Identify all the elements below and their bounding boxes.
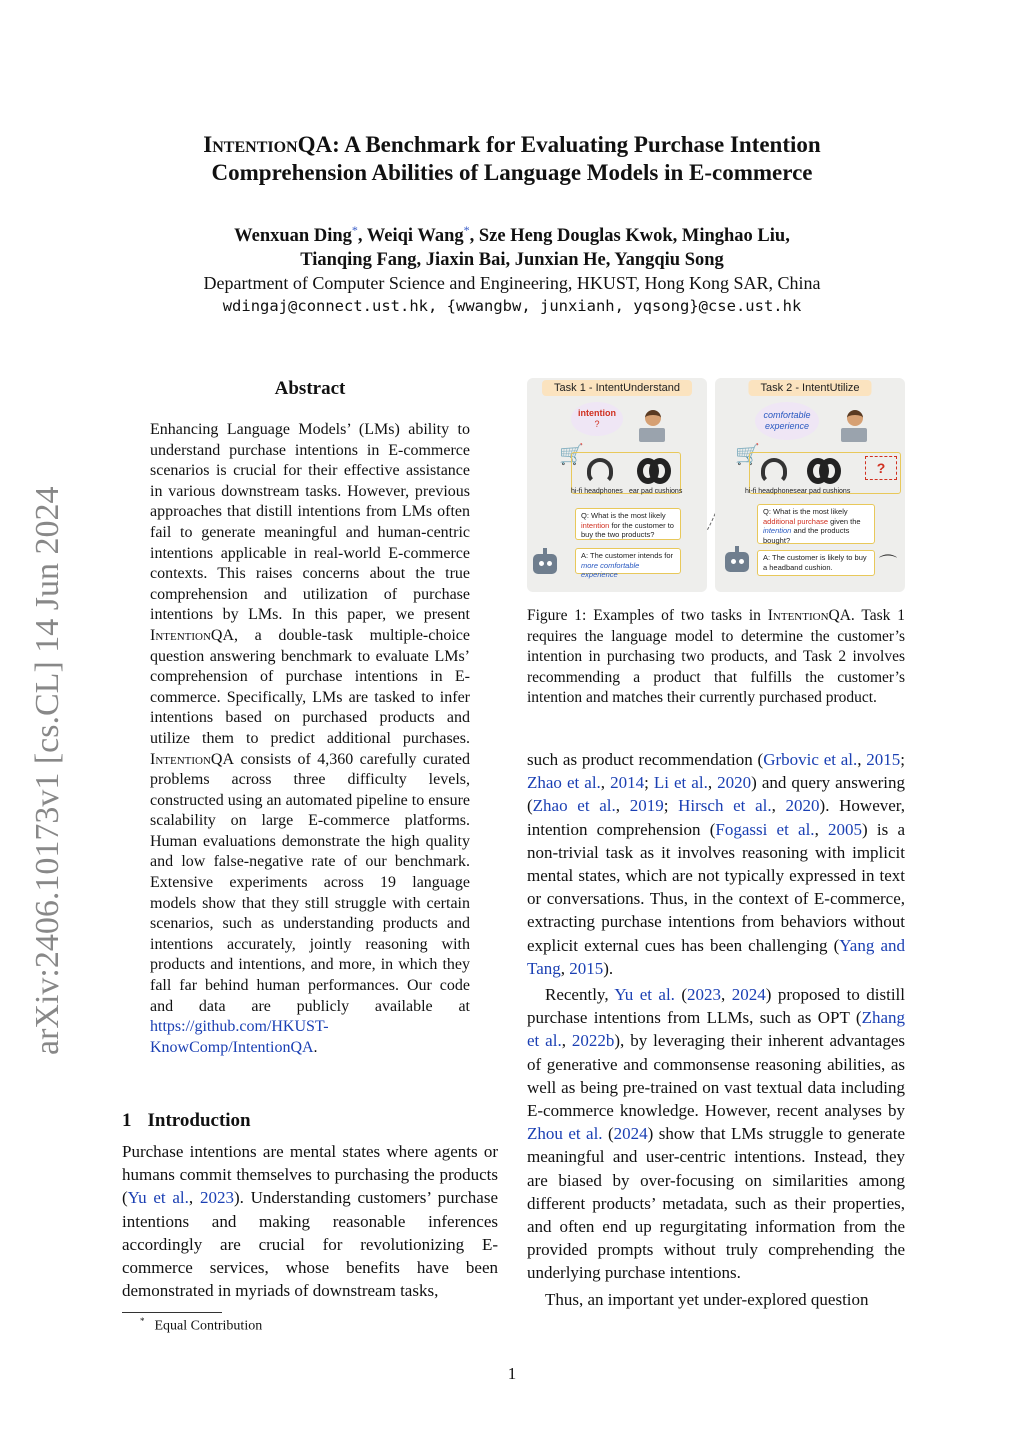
figure-1 (527, 378, 905, 592)
body-text: Recently, (545, 985, 615, 1005)
headphones-icon (587, 458, 613, 484)
author-emails: wdingaj@connect.ust.hk, {wwangbw, junxianh, yqsong}@cse.ust.hk (222, 297, 802, 315)
body-text: , (814, 819, 829, 839)
abstract-text: Enhancing Language Models’ (LMs) ability to understand purchase intentions in E-commerce scenarios is crucial for their effective assistance in various downstream tasks. However, previous approaches that distill intentions from LMs often fail to generate meaningful and human-centric intentions applicable in real-world E-commerce contexts. This raises concerns about the true comprehension and utilization of purchase intentions by LMs. In this paper, we present (150, 421, 470, 624)
answer-text: A: The customer is likely to buy a headband cushion. (763, 553, 867, 572)
question-text: for the customer to buy the two products? (581, 520, 674, 539)
answer-text: A: The customer intends for (581, 551, 673, 560)
section-number: 1 (122, 1110, 132, 1131)
body-text: ) proposed to distill purchase intentions from LLMs, such as OPT ( (527, 985, 905, 1028)
page-number: 1 (507, 1364, 517, 1383)
citation-link[interactable]: 2014 (610, 773, 645, 793)
headband-cushion-icon: ⌒ (879, 554, 897, 575)
citation-link[interactable]: Yu et al. (614, 985, 675, 1005)
body-text: ). (603, 958, 614, 978)
citation-link[interactable]: 2022b (571, 1031, 615, 1051)
footnote-rule (122, 1312, 222, 1313)
body-text: , (561, 1031, 572, 1051)
benchmark-name: IntentionQA (150, 626, 235, 644)
body-text: ( (674, 985, 688, 1005)
robot-icon (531, 548, 559, 576)
bubble-text: ? (594, 419, 600, 429)
task1-question (575, 508, 681, 540)
shopping-cart-icon: 🛒 (559, 442, 584, 466)
ear-pad-cushion-icon (649, 458, 671, 484)
unknown-product-box (865, 456, 897, 480)
question-keyword: intention (581, 520, 610, 530)
authors-rest: , Sze Heng Douglas Kwok, Minghao Liu, (469, 226, 790, 246)
body-text: ; (663, 796, 679, 816)
body-text: , (721, 985, 732, 1005)
citation-link[interactable]: Yu et al. (127, 1188, 189, 1208)
unknown-product-mark: ? (876, 460, 886, 476)
body-text: Purchase intentions are mental states where agents or humans commit themselves to purchasing the products ( (122, 1142, 498, 1208)
task2-answer (757, 550, 875, 576)
task2-panel (715, 378, 905, 592)
right-column-text (527, 748, 905, 1314)
product-caption: hi-fi headphones (745, 488, 797, 495)
citation-link[interactable]: 2015 (569, 958, 604, 978)
body-text: , (615, 796, 630, 816)
caption-text: Figure 1: Examples of two tasks in (527, 607, 768, 624)
body-text: ; (644, 773, 654, 793)
figure-1-caption (527, 606, 905, 709)
body-text: ), by leveraging their inherent advantages of generative and commonsense reasoning abilities, as well as being pre-trained on vast textual data including E-commerce knowledge. However, recent analyses by (527, 1031, 906, 1121)
body-text: ) and query answering ( (527, 773, 906, 816)
title-line1: : A Benchmark for Evaluating Purchase Intention (332, 132, 821, 157)
question-keyword: additional purchase (763, 516, 829, 526)
intention-thought-bubble (571, 402, 623, 436)
bubble-text: experience (764, 421, 810, 431)
citation-link[interactable]: 2024 (613, 1124, 648, 1144)
question-keyword: intention (763, 526, 792, 535)
author-list (100, 224, 924, 272)
citation-link[interactable]: 2005 (828, 819, 863, 839)
citation-link[interactable]: Zhao et al. (527, 773, 601, 793)
question-text: Q: What is the most likely (581, 511, 666, 520)
citation-link[interactable]: Zhao et al. (532, 796, 616, 816)
bubble-text: intention (578, 408, 616, 418)
question-text: and the products bought? (763, 526, 850, 545)
footnote (140, 1316, 262, 1335)
task2-question (757, 504, 875, 544)
product-caption: ear pad cushions (629, 488, 683, 495)
body-text: such as product recommendation ( (527, 750, 764, 769)
equal-contribution-mark: * (463, 222, 470, 237)
citation-link[interactable]: Hirsch et al. (678, 796, 772, 816)
abstract-heading: Abstract (274, 378, 346, 399)
title-line2: Comprehension Abilities of Language Models in E-commerce (211, 160, 813, 185)
body-text: , (188, 1188, 200, 1208)
citation-link[interactable]: 2019 (629, 796, 664, 816)
citation-link[interactable]: 2024 (731, 985, 766, 1005)
robot-icon (723, 546, 751, 574)
citation-link[interactable]: 2023 (199, 1188, 234, 1208)
abstract-body (150, 420, 470, 1058)
body-text: ; (900, 750, 905, 769)
body-text: ) show that LMs struggle to generate meaningful and user-centric intentions. Instead, they are biased by over-focusing on similarities among different products’ metadata, such as their properties, and often end up regurgitating information from the provided prompts without truly comprehending the underlying purchase intentions. (527, 1124, 905, 1283)
shopping-cart-icon: 🛒 (735, 442, 760, 466)
introduction-paragraph (122, 1140, 498, 1302)
task1-answer (575, 548, 681, 579)
authors-line2: Tianqing Fang, Jiaxin Bai, Junxian He, Yangqiu Song (300, 250, 724, 270)
task1-label: Task 1 - IntentUnderstand (542, 380, 692, 396)
abstract-text: consists of 4,360 carefully curated problems across three difficulty levels, constructed using an automated pipeline to ensure scalability on large E-commerce platforms. Human evaluations demonstrate the high quality and low false-negative rate of our benchmark. Extensive experiments across 19 language models show that they still struggle with certain scenarios, such as understanding products and intentions accurately, jointly reasoning with products and intentions, and more, in which they fall far behind human performances. Our code and data are publicly available at (150, 750, 470, 1015)
body-text: , (857, 750, 867, 769)
body-text: , (560, 958, 570, 978)
comfort-thought-bubble (755, 402, 819, 440)
paper-title (100, 131, 924, 187)
question-text: given the (828, 516, 861, 526)
customer-avatar (639, 410, 665, 444)
product-caption: hi-fi headphones (571, 488, 623, 495)
body-text: ). However, intention comprehension ( (527, 796, 906, 839)
benchmark-name: IntentionQA (767, 607, 851, 624)
question-text: Q: What is the most likely (763, 507, 848, 516)
citation-link[interactable]: Grbovic et al. (763, 750, 858, 769)
citation-link[interactable]: Yang and Tang (527, 935, 905, 978)
task2-label: Task 2 - IntentUtilize (748, 380, 871, 396)
abstract-text: . (313, 1038, 318, 1056)
body-text: , (600, 773, 611, 793)
citation-link[interactable]: Zhou et al. (527, 1124, 603, 1144)
citation-link[interactable]: Fogassi et al. (715, 819, 815, 839)
bubble-text: comfortable (763, 410, 811, 420)
arxiv-stamp: arXiv:2406.10173v1 [cs.CL] 14 Jun 2024 (29, 486, 66, 1055)
benchmark-name: IntentionQA (150, 750, 235, 768)
author-2: , Weiqi Wang (357, 226, 464, 246)
task1-panel (527, 378, 707, 592)
body-text: , (707, 773, 718, 793)
footnote-text: Equal Contribution (154, 1318, 263, 1334)
body-text: ) is a non-trivial task as it involves reasoning with implicit mental states, which are not typically expressed in text or conversations. Thus, in the context of E-commerce, extracting purchase intentions from behaviors without explicit external cues has been challenging ( (527, 819, 906, 955)
answer-keyword: more comfortable experience (581, 560, 640, 579)
body-text: , (771, 796, 786, 816)
paragraph (527, 983, 905, 1285)
citation-link[interactable]: Zhang et al. (527, 1008, 905, 1051)
paragraph (527, 748, 905, 980)
body-text: ( (602, 1124, 614, 1144)
github-link[interactable]: https://github.com/HKUST-KnowComp/IntentionQA (150, 1018, 329, 1056)
footnote-mark: * (140, 1316, 145, 1326)
paragraph: Thus, an important yet under-explored question (545, 1289, 869, 1309)
citation-link[interactable]: 2015 (866, 750, 901, 769)
equal-contribution-mark: * (351, 222, 358, 237)
ear-pad-cushion-icon (819, 458, 841, 484)
author-1: Wenxuan Ding (234, 226, 352, 246)
customer-avatar (841, 410, 867, 444)
product-caption: ear pad cushions (797, 488, 851, 495)
citation-link[interactable]: 2020 (717, 773, 752, 793)
body-text: ). Understanding customers’ purchase intentions and making reasonable inferences accordingly are crucial for revolutionizing E-commerce services, whose benefits have been demonstrated in myriads of downstream tasks, (122, 1188, 499, 1301)
citation-link[interactable]: 2023 (687, 985, 722, 1005)
title-benchmark-name: IntentionQA (203, 132, 333, 157)
citation-link[interactable]: 2020 (785, 796, 820, 816)
section-heading-introduction (122, 1110, 251, 1132)
section-title: Introduction (147, 1110, 251, 1131)
citation-link[interactable]: Li et al. (653, 773, 708, 793)
affiliation: Department of Computer Science and Engineering, HKUST, Hong Kong SAR, China (203, 273, 821, 293)
caption-text: . Task 1 requires the language model to determine the customer’s intention in purchasing two products, and Task 2 involves recommending a product that fulfills the customer’s intention and matches their currently purchased product. (527, 607, 905, 707)
headphones-icon (761, 458, 787, 484)
abstract-text: , a double-task multiple-choice question answering benchmark to evaluate LMs’ comprehension of purchase intentions in E-commerce. Specifically, LMs are tasked to infer intentions based on purchased products and utilize them to predict additional purchases. (150, 626, 470, 747)
